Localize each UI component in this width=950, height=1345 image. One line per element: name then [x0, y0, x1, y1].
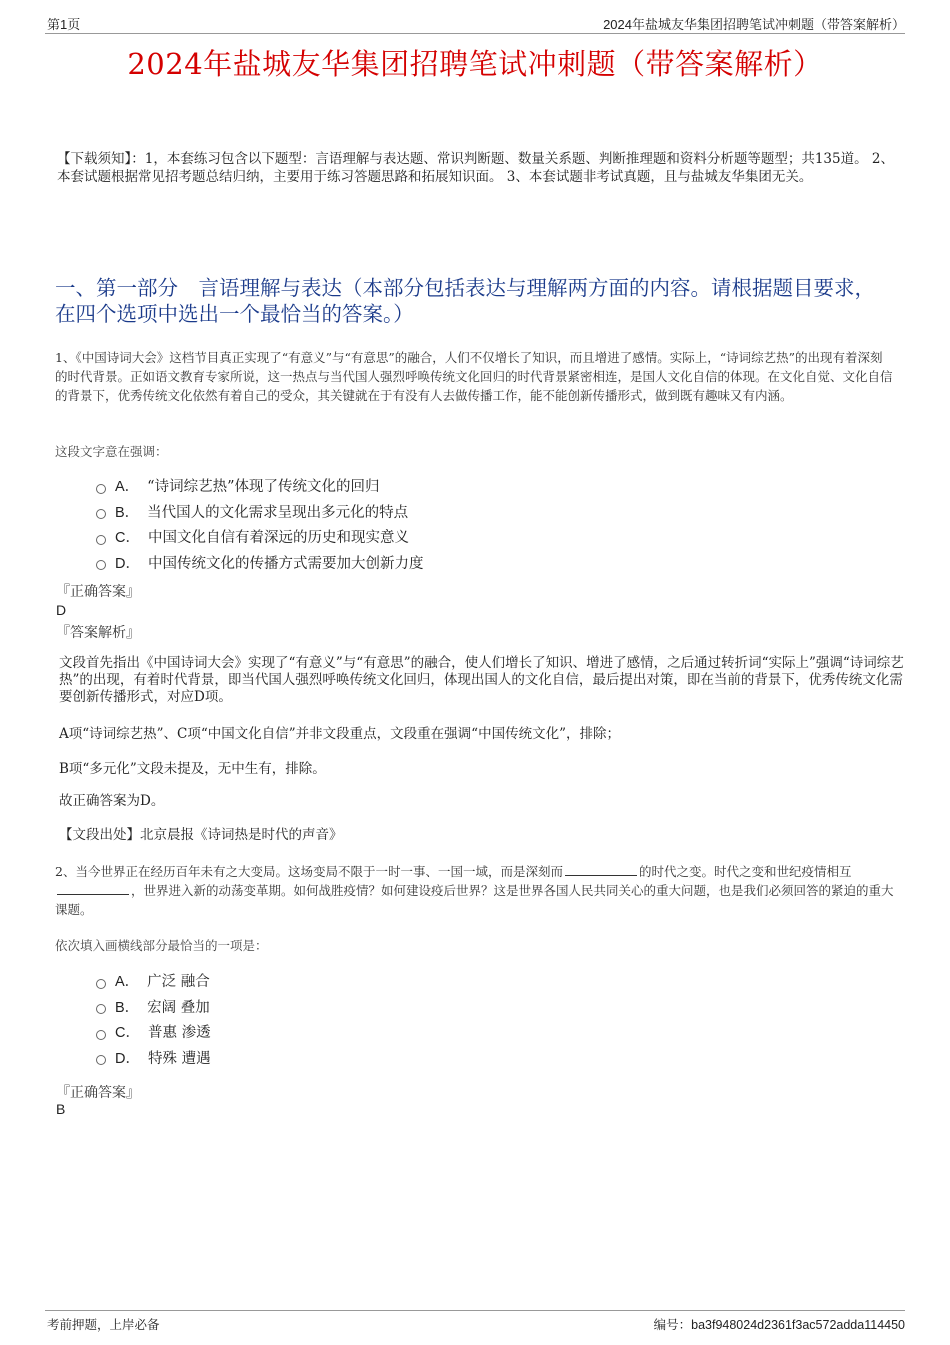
page-title: 2024年盐城友华集团招聘笔试冲刺题（带答案解析） [127, 47, 823, 81]
option-d[interactable]: D． 中国传统文化的传播方式需要加大创新力度 [96, 550, 423, 576]
option-c[interactable]: C． 中国文化自信有着深远的历史和现实意义 [96, 524, 423, 550]
footer-slogan: 考前押题，上岸必备 [47, 1318, 160, 1332]
option-c[interactable]: C． 普惠 渗透 [96, 1019, 211, 1045]
radio-icon[interactable] [96, 509, 106, 519]
fill-blank-2[interactable] [57, 882, 129, 895]
analysis-paragraph: A项“诗词综艺热”、C项“中国文化自信”并非文段重点，文段重在强调“中国传统文化”，排除； [59, 726, 620, 742]
radio-icon[interactable] [96, 1030, 106, 1040]
source-note: 【文段出处】北京晨报《诗词热是时代的声音》 [59, 827, 343, 843]
code-label: 编号： [653, 1318, 692, 1332]
question-1-text: 1、《中国诗词大会》这档节目真正实现了“有意义”与“有意思”的融合，人们不仅增长了知识，而且增进了感情。实际上，“诗词综艺热”的出现有着深刻的时代背景。正如语文教育专家所说，这一热点与当代国人强烈呼唤传统文化回归的时代背景紧密相连，是国人文化自信的体现。在文化自觉、文化自信的背景下，优秀传统文化依然有着自己的受众，其关键就在于有没有人去做传播工作，能不能创新传播形式，做到既有趣味又有内涵。 [55, 350, 893, 403]
question-2-text: 2、当今世界正在经历百年未有之大变局。这场变局不限于一时一事、一国一域，而是深刻而 的时代之变。时代之变和世纪疫情相互，世界进入新的动荡变革期。如何战胜疫情？如何建设疫后世界？这是世界各国人民共同关心的重大问题，也是我们必须回答的紧迫的重大课题。 [55, 864, 894, 917]
option-a[interactable]: A． 广泛 融合 [96, 968, 211, 994]
code-value: ba3f948024d2361f3ac572adda114450 [691, 1318, 905, 1332]
fill-blank-1[interactable] [565, 863, 637, 876]
radio-icon[interactable] [96, 535, 106, 545]
page-number: 第1页 [47, 17, 81, 32]
option-b[interactable]: B． 当代国人的文化需求呈现出多元化的特点 [96, 499, 423, 525]
analysis-paragraph: B项“多元化”文段未提及，无中生有，排除。 [59, 761, 326, 777]
radio-icon[interactable] [96, 1004, 106, 1014]
download-notice: 【下载须知】：1，本套练习包含以下题型：言语理解与表达题、常识判断题、数量关系题、判断推理题和资料分析题等题型；共135道。 2、本套试题根据常见招考题总结归纳，主要用于练习答题思路和拓展知识面。 3、本套试题非考试真题，且与盐城友华集团无关。 [57, 151, 894, 185]
question-1-prompt: 这段文字意在强调： [55, 444, 168, 459]
analysis-paragraph: 文段首先指出《中国诗词大会》实现了“有意义”与“有意思”的融合，使人们增长了知识、增进了感情，之后通过转折词“实际上”强调“诗词综艺热”的出现，有着时代背景，即当代国人强烈呼唤传统文化回归，体现出国人的文化自信，最后提出对策，即在当前的背景下，优秀传统文化需要创新传播形式，对应D项。 [59, 655, 904, 705]
option-a[interactable]: A． “诗词综艺热”体现了传统文化的回归 [96, 473, 423, 499]
radio-icon[interactable] [96, 560, 106, 570]
footer-rule [45, 1310, 905, 1311]
question-2-options [96, 968, 211, 1070]
option-d[interactable]: D． 特殊 遭遇 [96, 1045, 211, 1071]
analysis-paragraph: 故正确答案为D。 [59, 793, 165, 809]
radio-icon[interactable] [96, 484, 106, 494]
answer-label: 『正确答案』 [56, 584, 140, 600]
correct-answer: D [56, 602, 67, 618]
footer-code [654, 1315, 905, 1333]
radio-icon[interactable] [96, 979, 106, 989]
answer-label: 『正确答案』 [56, 1085, 140, 1101]
question-2-prompt: 依次填入画横线部分最恰当的一项是： [55, 938, 268, 953]
question-1-options [96, 473, 423, 575]
section-heading: 一、第一部分 言语理解与表达（本部分包括表达与理解两方面的内容。请根据题目要求，在四个选项中选出一个最恰当的答案。） [55, 276, 875, 326]
radio-icon[interactable] [96, 1055, 106, 1065]
header-rule [45, 33, 905, 34]
analysis-label: 『答案解析』 [56, 625, 140, 641]
header-doc-title: 2024年盐城友华集团招聘笔试冲刺题（带答案解析） [603, 17, 905, 32]
option-b[interactable]: B． 宏阔 叠加 [96, 994, 211, 1020]
correct-answer: B [56, 1101, 66, 1117]
